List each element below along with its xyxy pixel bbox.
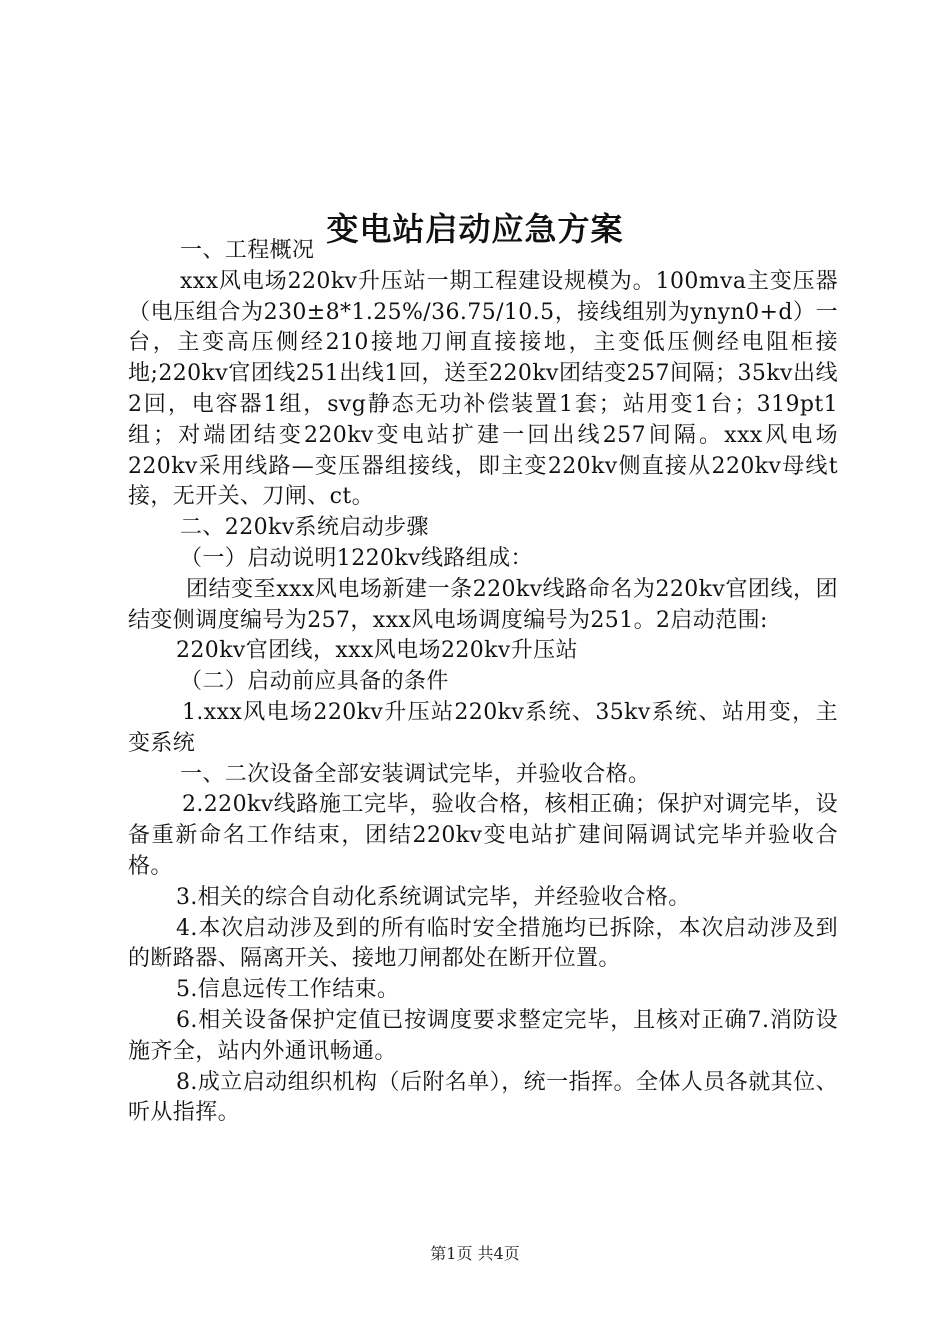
body-paragraph: 220kv官团线，xxx风电场220kv升压站 — [176, 638, 578, 664]
list-item: 1.xxx风电场220kv升压站220kv系统、35kv系统、站用变，主变系统 — [128, 699, 838, 756]
list-item: 5.信息远传工作结束。 — [176, 977, 400, 1003]
subsection-heading: （一）启动说明1220kv线路组成： — [180, 545, 533, 571]
page-footer: 第1页 共4页 — [430, 1244, 520, 1263]
body-paragraph: 一、二次设备全部安装调试完毕，并验收合格。 — [180, 761, 651, 787]
list-item: 3.相关的综合自动化系统调试完毕，并经验收合格。 — [176, 884, 691, 910]
document-title: 变电站启动应急方案 — [326, 210, 624, 249]
subsection-heading: （二）启动前应具备的条件 — [180, 669, 449, 695]
section-heading: 一、工程概况 — [180, 238, 315, 263]
list-item: 4.本次启动涉及到的所有临时安全措施均已拆除，本次启动涉及到的断路器、隔离开关、接地刀闸都处在断开位置。 — [128, 915, 838, 972]
body-paragraph: xxx风电场220kv升压站一期工程建设规模为。100mva主变压器（电压组合为230±8*1.25%/36.75/10.5，接线组别为ynyn0+d）一台，主变高压侧经210接地刀闸直接接地，主变低压侧经电阻柜接地;220kv官团线251出线1回，送至220kv团结变257间隔；35kv出线2回，电容器1组，svg静态无功补偿装置1套；站用变1台；319pt1组；对端团结变220kv变电站扩建一回出线257间隔。xxx风电场220kv采用线路—变压器组接线，即主变220kv侧直接从220kv母线t接，无开关、刀闸、ct。 — [128, 268, 838, 510]
section-heading: 二、220kv系统启动步骤 — [180, 515, 429, 541]
body-paragraph: 团结变至xxx风电场新建一条220kv线路命名为220kv官团线，团结变侧调度编号为257，xxx风电场调度编号为251。2启动范围: — [128, 576, 838, 633]
list-item: 6.相关设备保护定值已按调度要求整定完毕，且核对正确7.消防设施齐全，站内外通讯畅通。 — [128, 1007, 838, 1064]
list-item: 2.220kv线路施工完毕，验收合格，核相正确；保护对调完毕，设备重新命名工作结束，团结220kv变电站扩建间隔调试完毕并验收合格。 — [128, 792, 838, 879]
document-body — [128, 236, 838, 1129]
list-item: 8.成立启动组织机构（后附名单），统一指挥。全体人员各就其位、听从指挥。 — [128, 1069, 838, 1126]
